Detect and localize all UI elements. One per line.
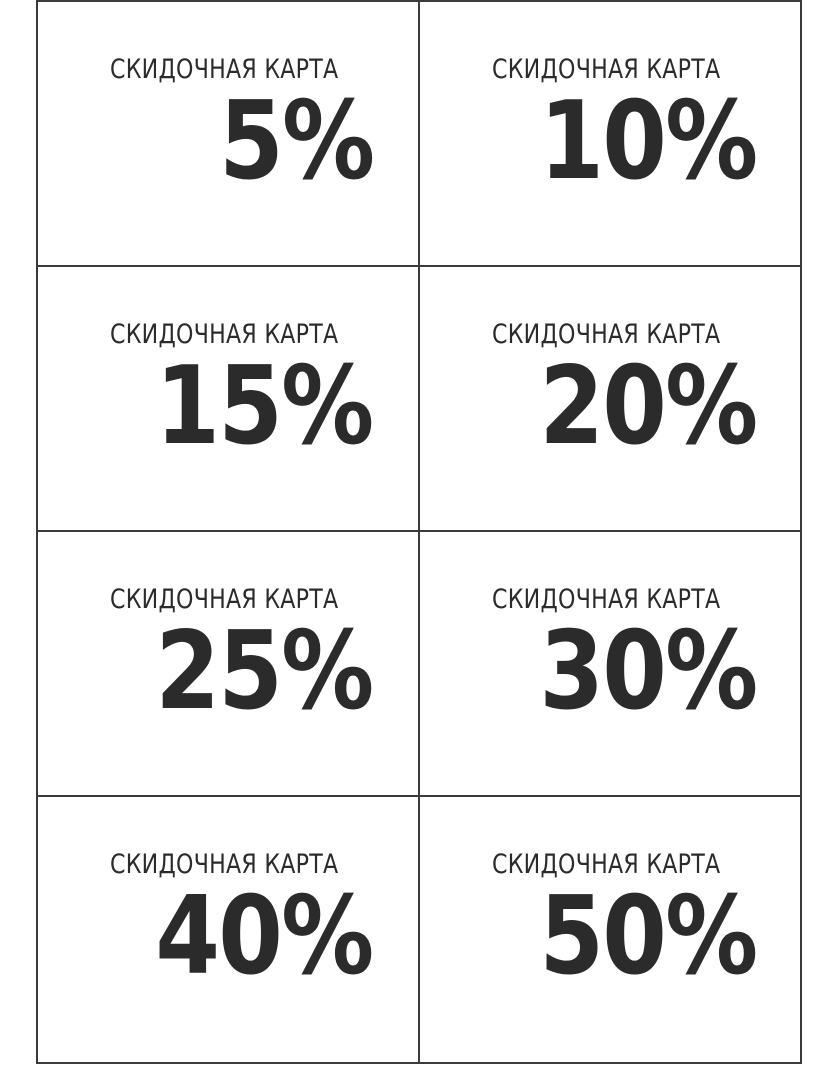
card-label: СКИДОЧНАЯ КАРТА (492, 584, 721, 615)
card-label: СКИДОЧНАЯ КАРТА (492, 319, 721, 350)
card-label: СКИДОЧНАЯ КАРТА (492, 54, 721, 85)
discount-card-10 (420, 2, 802, 267)
discount-card-20 (420, 267, 802, 532)
card-discount-value: 40% (155, 874, 373, 999)
discount-card-25 (38, 532, 420, 797)
discount-card-30 (420, 532, 802, 797)
card-label: СКИДОЧНАЯ КАРТА (110, 319, 339, 350)
card-discount-value: 50% (539, 874, 757, 999)
discount-card-5 (38, 2, 420, 267)
discount-card-50 (420, 797, 802, 1062)
card-discount-value: 15% (155, 344, 373, 469)
card-label: СКИДОЧНАЯ КАРТА (110, 584, 339, 615)
card-label: СКИДОЧНАЯ КАРТА (492, 849, 721, 880)
card-discount-value: 25% (155, 609, 373, 734)
card-discount-value: 20% (539, 344, 757, 469)
discount-cards-sheet (36, 0, 802, 1064)
card-discount-value: 30% (539, 609, 757, 734)
card-label: СКИДОЧНАЯ КАРТА (110, 849, 339, 880)
discount-card-15 (38, 267, 420, 532)
card-label: СКИДОЧНАЯ КАРТА (110, 54, 339, 85)
discount-card-40 (38, 797, 420, 1062)
card-discount-value: 5% (218, 79, 373, 204)
card-discount-value: 10% (539, 79, 757, 204)
